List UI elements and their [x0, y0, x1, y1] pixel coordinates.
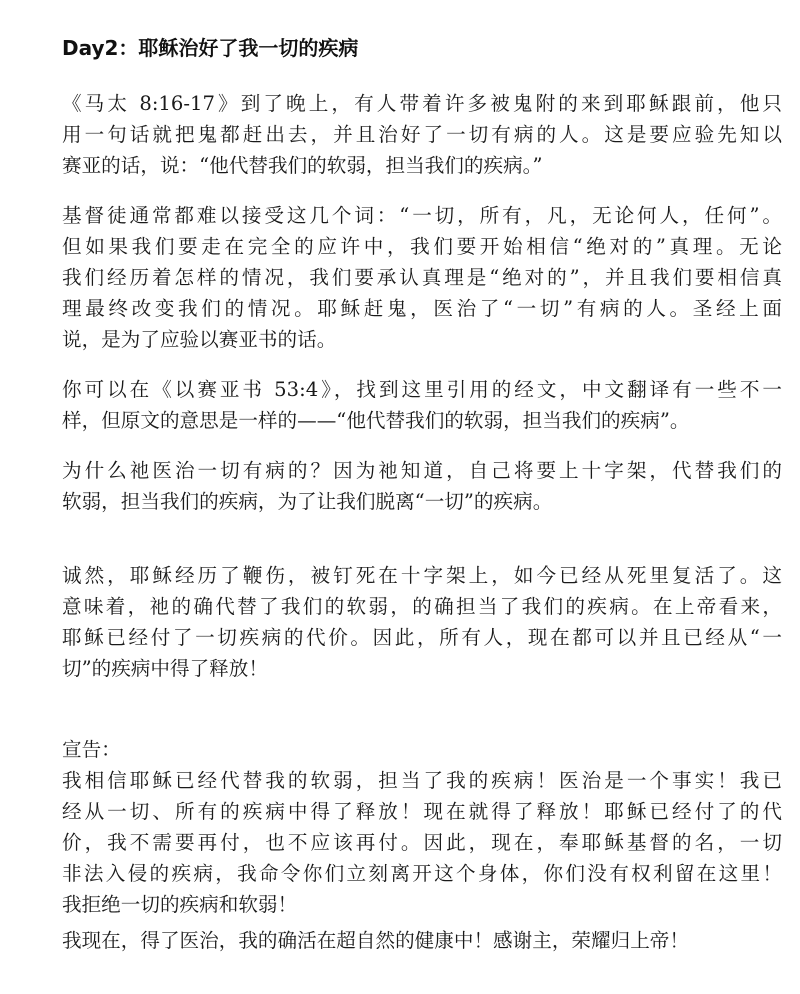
- paragraph-line: 诚然，耶稣经历了鞭伤，被钉死在十字架上，如今已经从死里复活了。这: [62, 564, 782, 587]
- paragraph-line: 意味着，祂的确代替了我们的软弱，的确担当了我们的疾病。在上帝看来，: [62, 595, 782, 618]
- paragraph-line: 基督徒通常都难以接受这几个词：“一切，所有，凡，无论何人，任何”。: [62, 204, 782, 227]
- paragraph-line: 价，我不需要再付，也不应该再付。因此，现在，奉耶稣基督的名，一切: [62, 831, 782, 854]
- paragraph-line: 非法入侵的疾病，我命令你们立刻离开这个身体，你们没有权利留在这里！: [62, 862, 782, 885]
- paragraph-line: 耶稣已经付了一切疾病的代价。因此，所有人，现在都可以并且已经从“一: [62, 626, 782, 649]
- paragraph-line: 软弱，担当我们的疾病，为了让我们脱离“一切”的疾病。: [62, 490, 553, 513]
- paragraph-scripture-matthew: [62, 88, 782, 181]
- paragraph-cross-resurrection: [62, 560, 782, 684]
- paragraph-line: 经从一切、所有的疾病中得了释放！现在就得了释放！耶稣已经付了的代: [62, 800, 782, 823]
- paragraph-absolute-truth: [62, 200, 782, 355]
- paragraph-line: 切”的疾病中得了释放！: [62, 657, 268, 680]
- paragraph-line: 理最终改变我们的情况。耶稣赶鬼，医治了“一切”有病的人。圣经上面: [62, 297, 782, 320]
- paragraph-line: 《马太 8:16-17》到了晚上，有人带着许多被鬼附的来到耶稣跟前，他只: [62, 92, 782, 115]
- paragraph-closing: [62, 925, 782, 956]
- declaration-heading: [62, 734, 782, 765]
- paragraph-line: 为什么祂医治一切有病的？因为祂知道，自己将要上十字架，代替我们的: [62, 459, 782, 482]
- paragraph-line: 说，是为了应验以赛亚书的话。: [62, 328, 337, 351]
- declaration-label: 宣告：: [62, 738, 121, 761]
- paragraph-line: 我拒绝一切的疾病和软弱！: [62, 893, 298, 916]
- paragraph-line: 我相信耶稣已经代替我的软弱，担当了我的疾病！医治是一个事实！我已: [62, 769, 782, 792]
- paragraph-line: 但如果我们要走在完全的应许中，我们要开始相信“绝对的”真理。无论: [62, 235, 782, 258]
- paragraph-line: 我们经历着怎样的情况，我们要承认真理是“绝对的”，并且我们要相信真: [62, 266, 782, 289]
- paragraph-why-heal: [62, 455, 782, 517]
- paragraph-line: 用一句话就把鬼都赶出去，并且治好了一切有病的人。这是要应验先知以: [62, 123, 782, 146]
- paragraph-declaration: [62, 765, 782, 920]
- paragraph-isaiah-reference: [62, 374, 782, 436]
- paragraph-line: 你可以在《以赛亚书 53:4》，找到这里引用的经文，中文翻译有一些不一: [62, 378, 782, 401]
- paragraph-line: 赛亚的话，说：“他代替我们的软弱，担当我们的疾病。”: [62, 154, 543, 177]
- paragraph-line: 样，但原文的意思是一样的——“他代替我们的软弱，担当我们的疾病”。: [62, 409, 690, 432]
- paragraph-line: 我现在，得了医治，我的确活在超自然的健康中！感谢主，荣耀归上帝！: [62, 929, 689, 952]
- page-title: Day2：耶稣治好了我一切的疾病: [62, 36, 359, 60]
